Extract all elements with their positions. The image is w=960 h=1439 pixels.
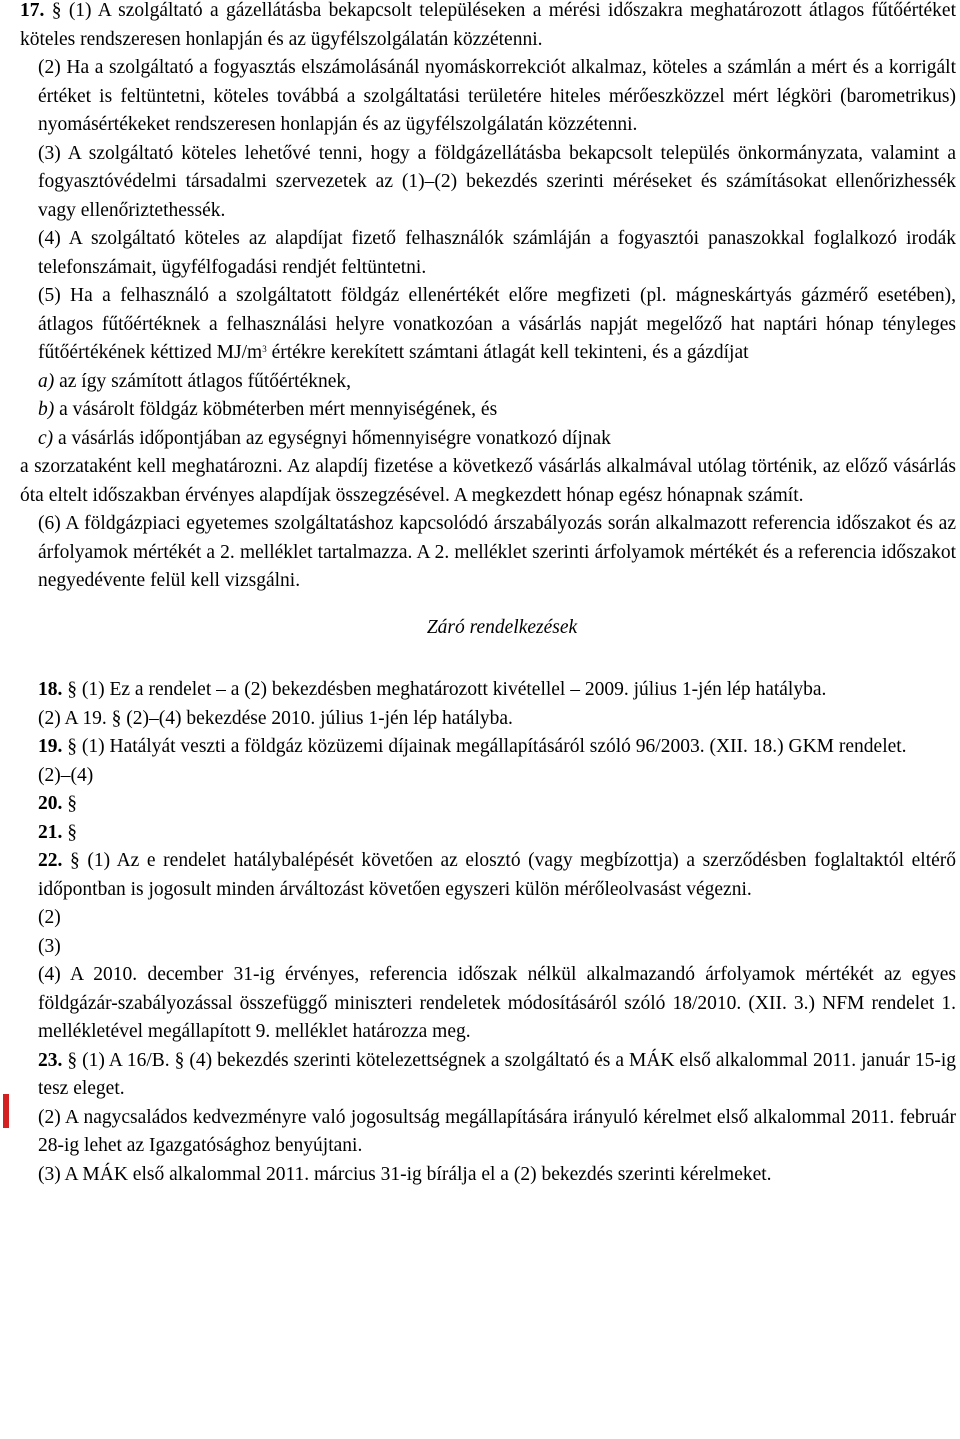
- superscript: 3: [262, 344, 267, 354]
- section-sign: §: [51, 0, 62, 21]
- section-number: 19.: [38, 736, 63, 757]
- para-text: (1) Ez a rendelet – a (2) bekezdésben meghatározott kivétellel – 2009. július 1-jén lép hatályba.: [77, 679, 827, 700]
- item-text: a vásárlás időpontjában az egységnyi hőmennyiségre vonatkozó díjnak: [53, 427, 611, 449]
- section-sign: §: [69, 850, 80, 871]
- item-label: a): [38, 370, 55, 392]
- section-19-para-2: (2)–(4): [38, 764, 94, 786]
- section-17-para-3: (3) A szolgáltató köteles lehetővé tenni, hogy a földgázellátásba bekapcsolt település önkormányzata, valamint a fogyasztóvédelmi társadalmi szervezetek az (1)–(2) bekezdés szerinti méréseket és számításokat ellenőrizhessék vagy ellenőriztethessék.: [38, 142, 956, 221]
- section-number: 23.: [38, 1049, 63, 1071]
- section-number: 17.: [20, 0, 45, 21]
- para-text: (1) Az e rendelet hatálybalépését követően az elosztó (vagy megbízottja) a szerződésben foglaltaktól eltérő időpontban is jogosult minden árváltozást követően egyszeri külön mérőleolvasást végezni.: [38, 850, 957, 900]
- list-item-c: [20, 425, 956, 454]
- list-item-b: [20, 396, 956, 425]
- section-sign: §: [67, 736, 77, 757]
- section-number: 22.: [38, 850, 63, 871]
- para-text: (1) A szolgáltató a gázellátásba bekapcsolt településeken a mérési időszakra meghatározott átlagos fűtőértéket köteles rendszeresen honlapján és az ügyfélszolgálatán közzétenni.: [20, 0, 957, 50]
- section-number: 20.: [38, 793, 63, 814]
- section-heading: Záró rendelkezések: [426, 616, 578, 638]
- section-20: [20, 790, 956, 819]
- para-text: (1) A 16/B. § (4) bekezdés szerinti kötelezettségnek a szolgáltató és a MÁK első alkalommal 2011. január 15-ig tesz eleget.: [38, 1049, 957, 1099]
- section-number: 18.: [38, 679, 63, 700]
- item-text: az így számított átlagos fűtőértéknek,: [54, 370, 351, 392]
- section-22-para-4: (4) A 2010. december 31-ig érvényes, referencia időszak nélkül alkalmazandó árfolyamok mértékét az egyes földgázár-szabályozással összefüggő miniszteri rendeletek módosításáról szóló 18/2010. (XII. 3.) NFM rendelet 1. mellékletével megállapított 9. melléklet határozza meg.: [38, 964, 956, 1042]
- section-22-para-2: (2): [38, 907, 61, 928]
- section-22-para-1: [20, 847, 956, 904]
- section-sign: §: [67, 679, 77, 700]
- section-sign: §: [67, 793, 77, 814]
- item-label: c): [38, 427, 54, 449]
- section-21: [20, 819, 956, 848]
- section-23-para-3: (3) A MÁK első alkalommal 2011. március 31-ig bírálja el a (2) bekezdés szerinti kérelmeket.: [38, 1163, 772, 1185]
- item-text: a vásárolt földgáz köbméterben mért mennyiségének, és: [54, 399, 498, 420]
- section-17-para-6: (6) A földgázpiaci egyetemes szolgáltatáshoz kapcsolódó árszabályozás során alkalmazott referencia időszakot és az árfolyamok mértékét a 2. melléklet tartalmazza. A 2. melléklet szerinti árfolyamok mértékét és a referencia időszakot negyedévente felül kell vizsgálni.: [38, 513, 956, 591]
- para-text: (5) Ha a felhasználó a szolgáltatott földgáz ellenértékét előre megfizeti (pl. mágneskártyás gázmérő esetében), átlagos fűtőértéknek a felhasználási helyre vonatkozóan a vásárlás napját megelőző hat naptári hónap tényleges fűtőértékének kéttized MJ/m: [38, 285, 956, 363]
- section-sign: §: [67, 821, 77, 843]
- section-18-para-2: (2) A 19. § (2)–(4) bekezdése 2010. július 1-jén lép hatályba.: [38, 707, 513, 729]
- section-17-para-5-cont: a szorzataként kell meghatározni. Az alapdíj fizetése a következő vásárlás alkalmával utólag történik, az előző vásárlás óta eltelt időszakban érvényes alapdíjak összegzésével. A megkezdett hónap egész hónapnak számít.: [20, 456, 956, 506]
- section-17-para-4: (4) A szolgáltató köteles az alapdíjat fizető felhasználók számláján a fogyasztói panaszokkal foglalkozó irodák telefonszámait, ügyfélfogadási rendjét feltüntetni.: [38, 228, 956, 278]
- section-17-para-1: [20, 0, 956, 54]
- section-18-para-1: [20, 676, 956, 705]
- section-19-para-1: [20, 733, 956, 762]
- section-23-para-1: [20, 1047, 956, 1104]
- section-22-para-3: (3): [38, 935, 61, 957]
- para-text: értékre kerekített számtani átlagát kell tekinteni, és a gázdíjat: [266, 342, 749, 363]
- section-17-para-2: (2) Ha a szolgáltató a fogyasztás elszámolásánál nyomáskorrekciót alkalmaz, köteles a számlán a mért és a korrigált értéket is feltüntetni, köteles továbbá a szolgáltatási területére hiteles mérőeszközzel mért légköri (barometrikus) nyomásértékeket rendszeresen honlapján és az ügyfélszolgálatán közzétenni.: [38, 57, 956, 135]
- change-marker-bar: [3, 1094, 9, 1128]
- section-17-para-5: [20, 282, 956, 368]
- section-number: 21.: [38, 821, 63, 843]
- list-item-a: [20, 368, 956, 397]
- document-page: [20, 0, 956, 1189]
- item-label: b): [38, 399, 55, 420]
- section-sign: §: [67, 1049, 78, 1071]
- section-23-para-2: (2) A nagycsaládos kedvezményre való jogosultság megállapítására irányuló kérelmet első alkalommal 2011. február 28-ig lehet az Igazgatósághoz benyújtani.: [38, 1106, 956, 1156]
- para-text: (1) Hatályát veszti a földgáz közüzemi díjainak megállapításáról szóló 96/2003. (XII. 18.) GKM rendelet.: [77, 736, 907, 757]
